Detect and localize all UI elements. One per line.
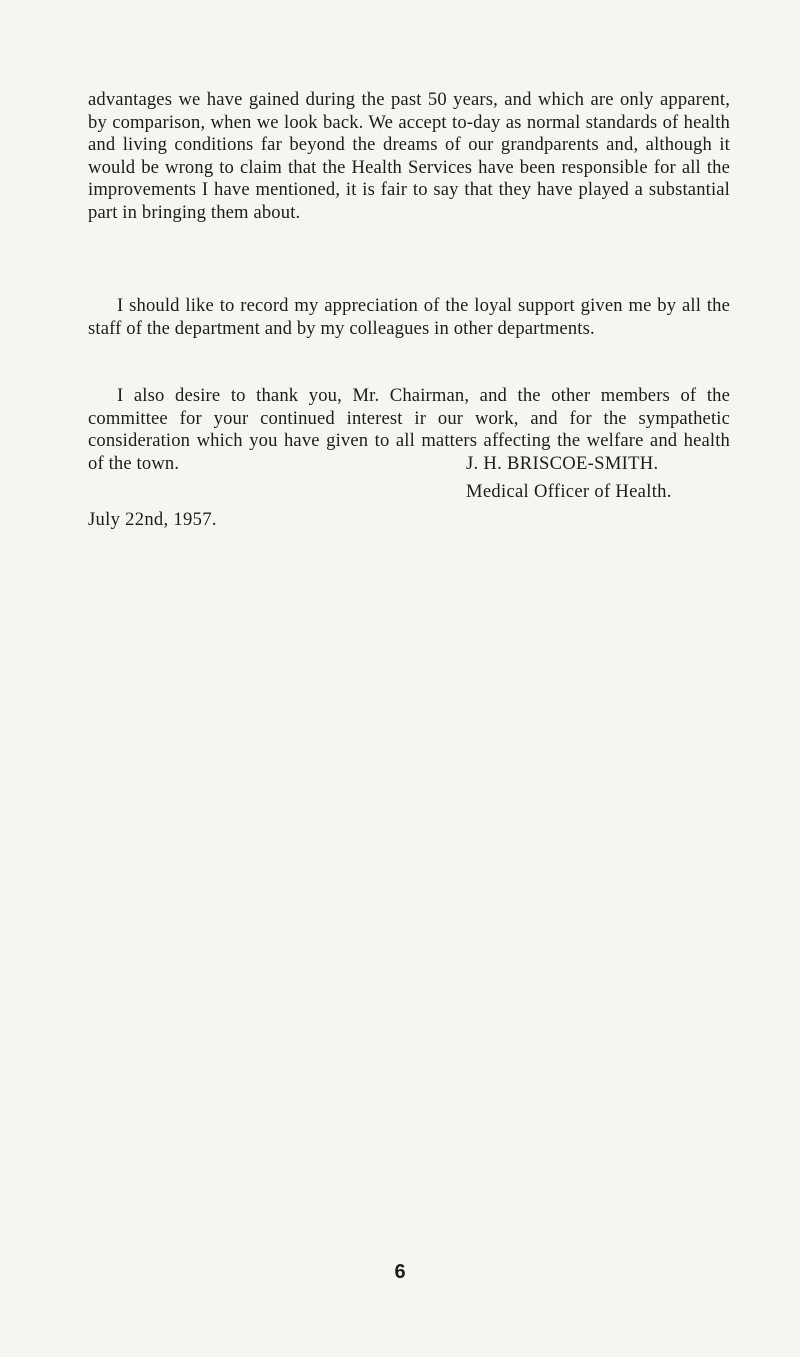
signatory-name: J. H. BRISCOE-SMITH.	[466, 453, 659, 474]
body-paragraph-3: I also desire to thank you, Mr. Chairman, and the other members of the committee for your continued interest ir our work, and for the sympathetic consideration which you have given to all matters affecting the welfare and health of the town.	[88, 385, 730, 474]
body-paragraph-1: advantages we have gained during the past 50 years, and which are only apparent, by comparison, when we look back. We accept to-day as normal standards of health and living conditions far beyond the dreams of our grandparents and, although it would be wrong to claim that the Health Services have been responsible for all the improvements I have mentioned, it is fair to say that they have played a substantial part in bringing them about.	[88, 89, 730, 223]
letter-date: July 22nd, 1957.	[88, 509, 217, 530]
signatory-title: Medical Officer of Health.	[466, 481, 672, 502]
body-paragraph-2: I should like to record my appreciation of the loyal support given me by all the staff of the department and by my colleagues in other departments.	[88, 295, 730, 339]
page-number: 6	[394, 1261, 406, 1283]
